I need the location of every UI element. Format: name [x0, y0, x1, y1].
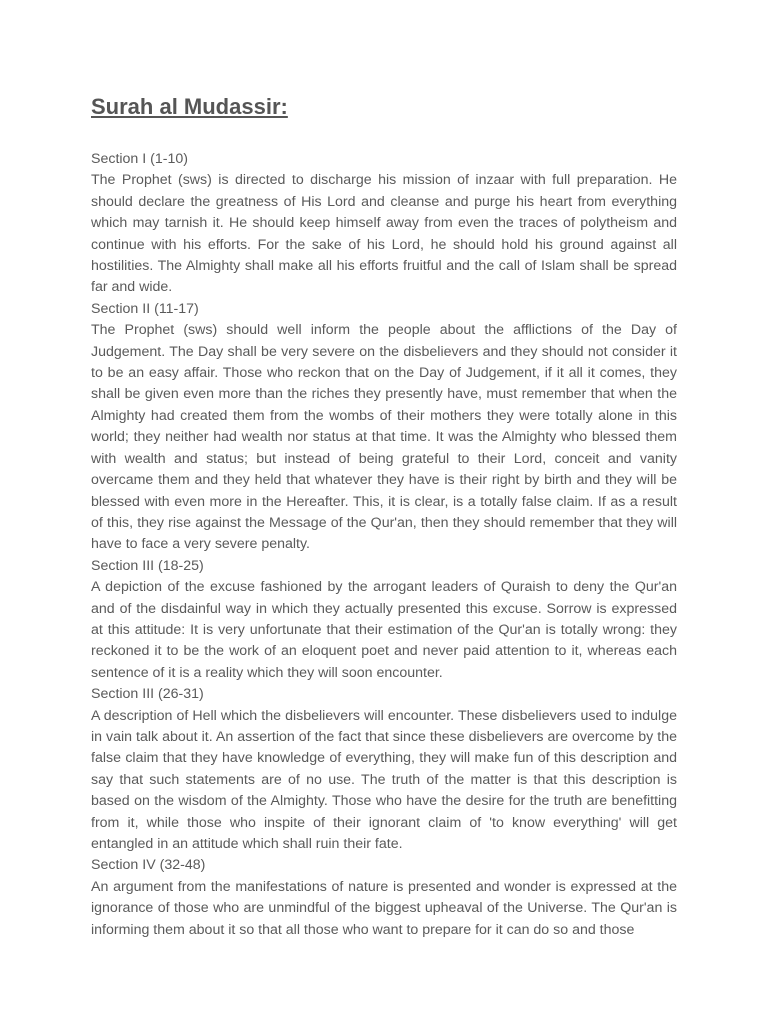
document-title: Surah al Mudassir:: [91, 94, 288, 119]
document-page: [91, 92, 677, 941]
section-heading: Section III (18-25): [91, 557, 204, 574]
document-sections: [91, 149, 677, 941]
section-body: A depiction of the excuse fashioned by the arrogant leaders of Quraish to deny the Qur'an and of the disdainful way in which they actually presented this excuse. Sorrow is expressed at this attitude: It is very unfortunate that their estimation of the Qur'an is totally wrong: they reckoned it to be the work of an eloquent poet and never paid attention to it, whereas each sentence of it is a reality which they will soon encounter.: [91, 579, 677, 681]
section-heading: Section I (1-10): [91, 151, 188, 167]
section-body: A description of Hell which the disbelievers will encounter. These disbelievers used to indulge in vain talk about it. An assertion of the fact that since these disbelievers are overcome by the false claim that they have knowledge of everything, they will make fun of this description and say that such statements are of no use. The truth of the matter is that this description is based on the wisdom of the Almighty. Those who have the desire for the truth are benefitting from it, while those who inspite of their ignorant claim of 'to know everything' will get entangled in an attitude which shall ruin their fate.: [91, 707, 677, 852]
section-body: The Prophet (sws) is directed to discharge his mission of inzaar with full preparation. He should declare the greatness of His Lord and cleanse and purge his heart from everything which may tarnish it. He should keep himself away from even the traces of polytheism and continue with his efforts. For the sake of his Lord, he should hold his ground against all hostilities. The Almighty shall make all his efforts fruitful and the call of Islam shall be spread far and wide.: [91, 172, 677, 296]
section-heading: Section II (11-17): [91, 300, 199, 317]
section-body: An argument from the manifestations of nature is presented and wonder is expressed at the ignorance of those who are unmindful of the biggest upheaval of the Universe. The Qur'an is informing them about it so that all those who want to prepare for it can do so and those: [91, 878, 677, 938]
section-body: The Prophet (sws) should well inform the people about the afflictions of the Day of Judgement. The Day shall be very severe on the disbelievers and they should not consider it to be an easy affair. Those who reckon that on the Day of Judgement, if it all it comes, they shall be given even more than the riches they presently have, must remember that when the Almighty had created them from the wombs of their mothers they were totally alone in this world; they neither had wealth nor status at that time. It was the Almighty who blessed them with wealth and status; but instead of being grateful to their Lord, conceit and vanity overcame them and they held that whatever they have is their right by birth and they will be blessed with even more in the Hereafter. This, it is clear, is a totally false claim. If as a result of this, they rise against the Message of the Qur'an, then they should remember that they will have to face a very severe penalty.: [91, 322, 677, 553]
section-heading: Section IV (32-48): [91, 857, 206, 874]
section-heading: Section III (26-31): [91, 686, 204, 703]
